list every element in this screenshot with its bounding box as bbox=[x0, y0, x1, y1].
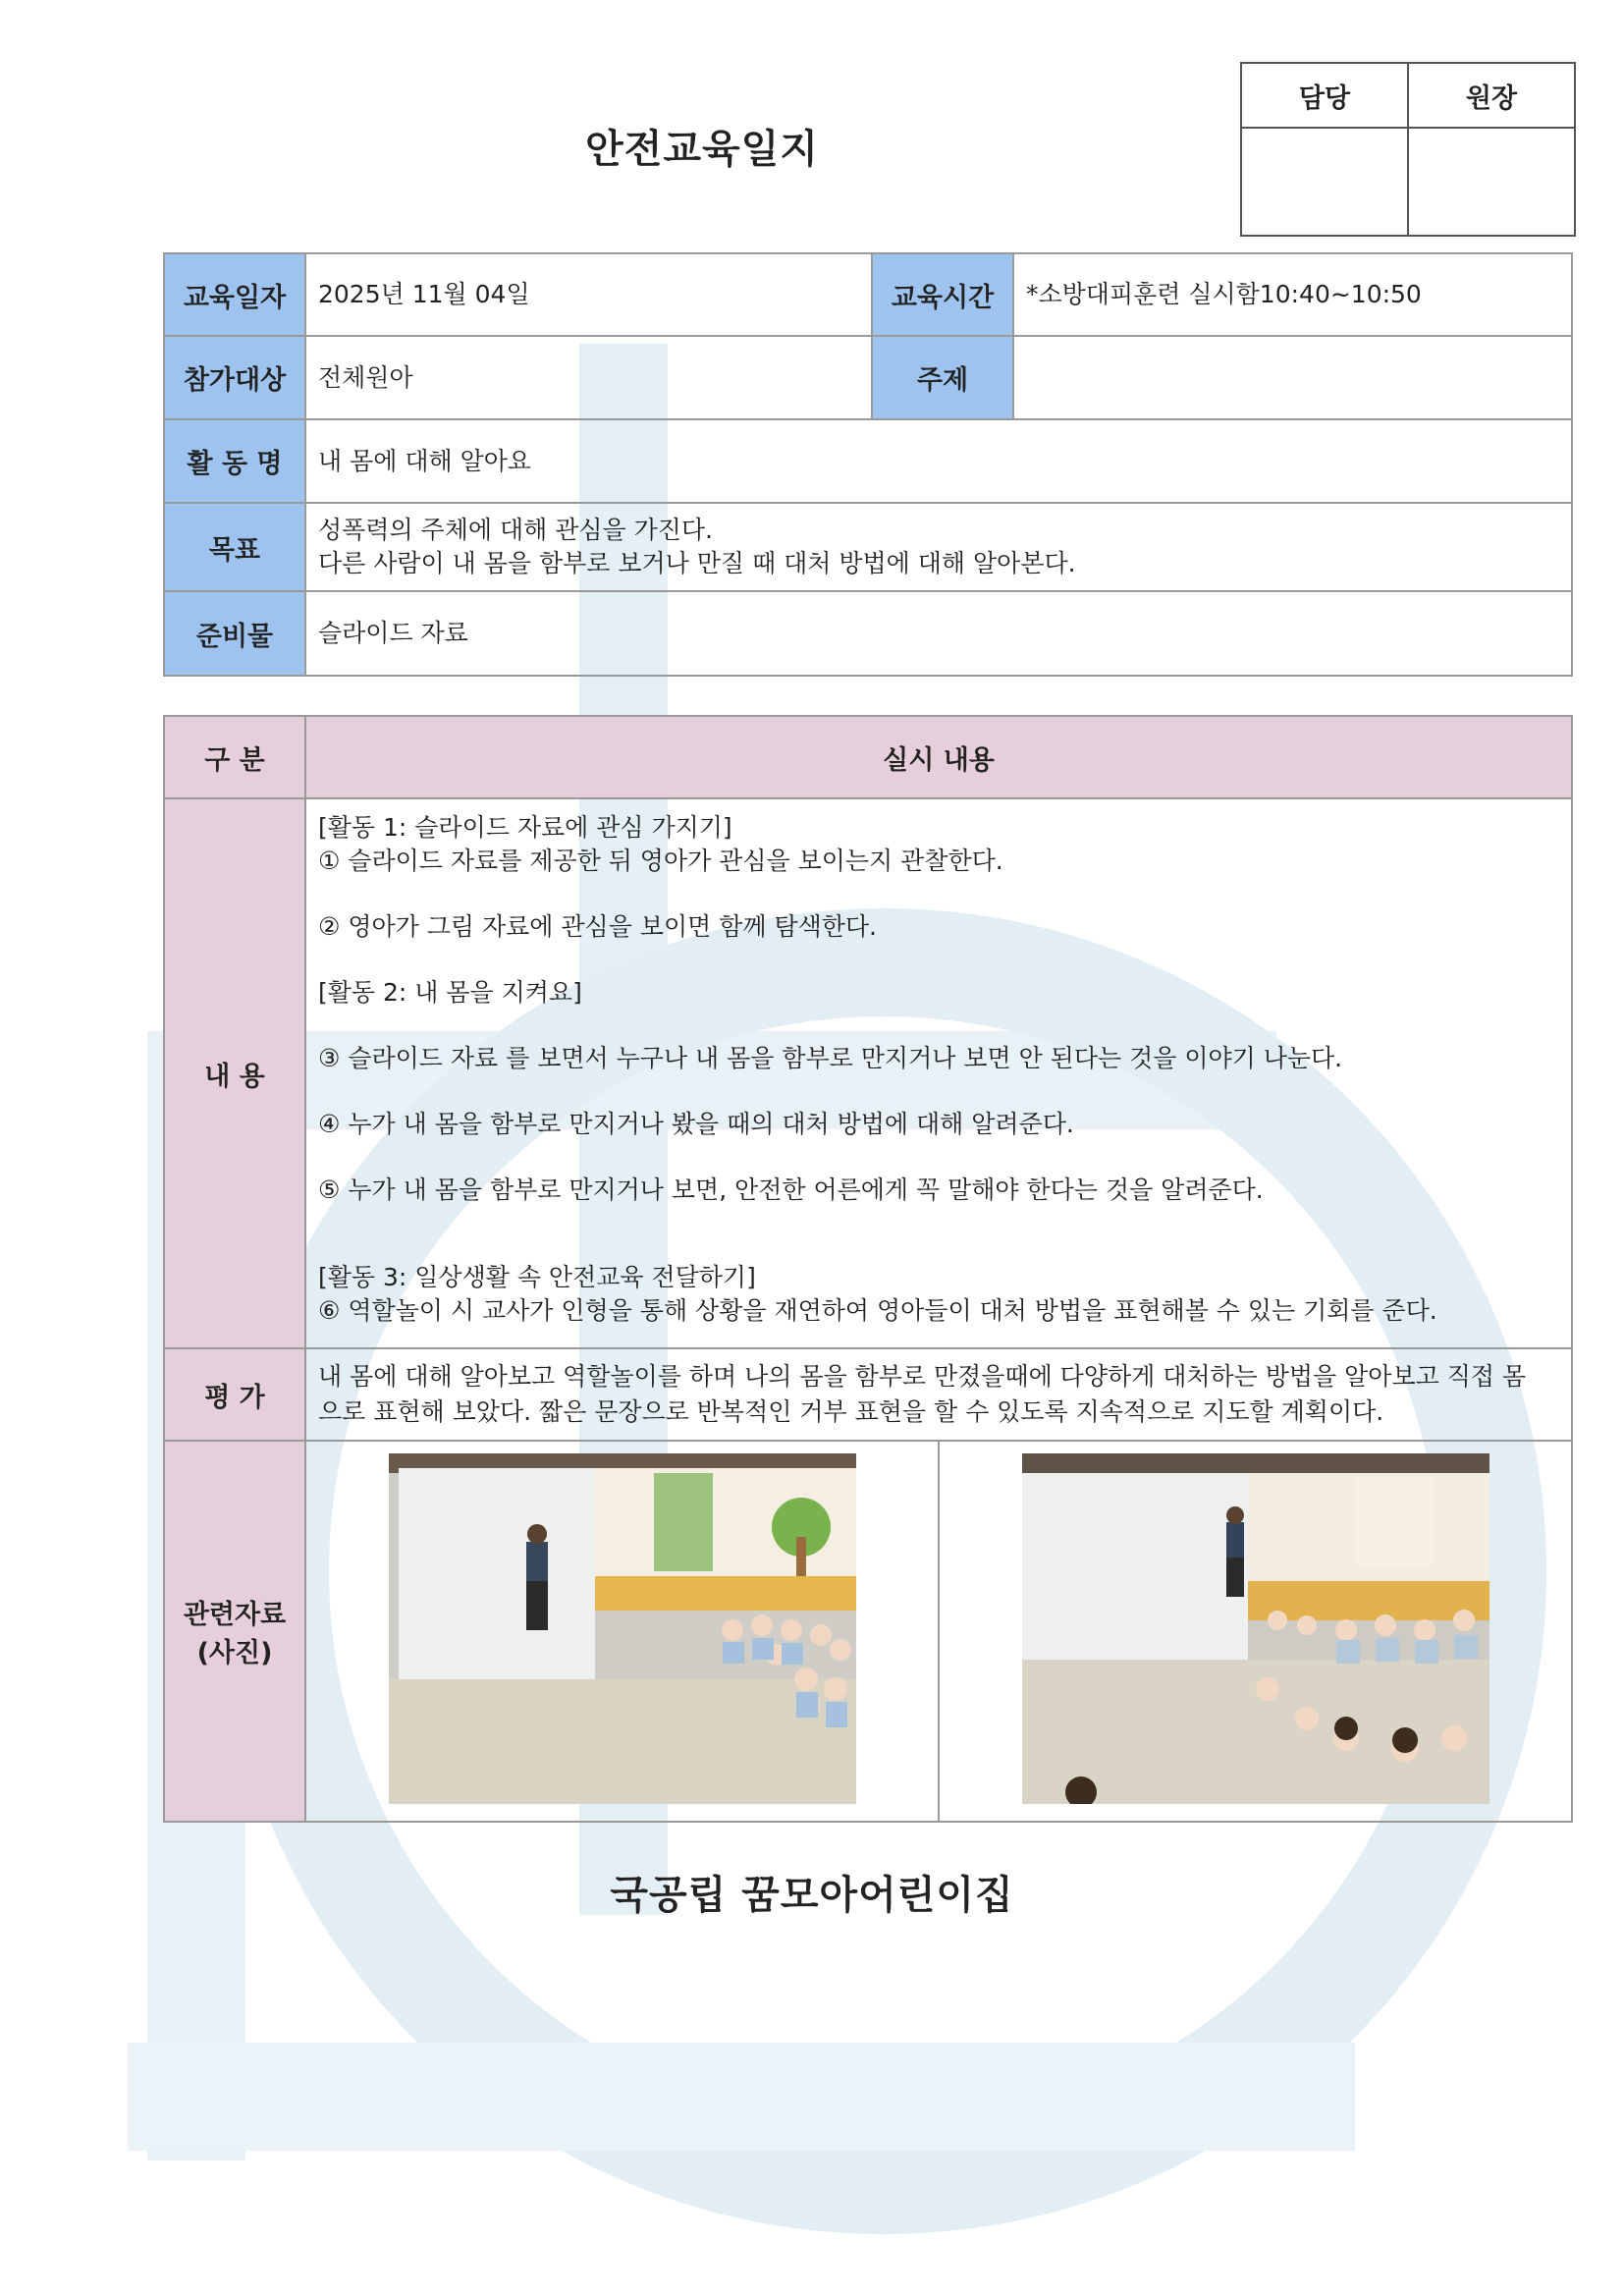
photo-label-line: (사진) bbox=[196, 1638, 273, 1668]
photo-cell-2 bbox=[939, 1441, 1572, 1822]
activity-label: 활 동 명 bbox=[164, 419, 305, 503]
content-line: [활동 3: 일상생활 속 안전교육 전달하기] bbox=[318, 1263, 756, 1291]
materials-label: 준비물 bbox=[164, 591, 305, 676]
photo-label-line: 관련자료 bbox=[183, 1600, 287, 1630]
main-table bbox=[163, 715, 1573, 1823]
target-label: 참가대상 bbox=[164, 336, 305, 419]
column-header-content: 실시 내용 bbox=[305, 716, 1572, 798]
approval-sign-manager bbox=[1241, 128, 1408, 236]
photo-label bbox=[164, 1441, 305, 1822]
content-line: [활동 2: 내 몸을 지켜요] bbox=[318, 978, 582, 1007]
content-line: [활동 1: 슬라이드 자료에 관심 가지기] bbox=[318, 813, 732, 842]
time-label: 교육시간 bbox=[872, 253, 1013, 336]
content-line: ⑤ 누가 내 몸을 함부로 만지거나 보면, 안전한 어른에게 꼭 말해야 한다는 것을 알려준다. bbox=[318, 1175, 1264, 1204]
content-line: ⑥ 역할놀이 시 교사가 인형을 통해 상황을 재연하여 영아들이 대처 방법을 표현해볼 수 있는 기회를 준다. bbox=[318, 1296, 1437, 1325]
eval-label: 평 가 bbox=[164, 1348, 305, 1441]
content-line: ① 슬라이드 자료를 제공한 뒤 영아가 관심을 보이는지 관찰한다. bbox=[318, 847, 1003, 875]
classroom-photo-1 bbox=[389, 1453, 856, 1804]
goal-line: 다른 사람이 내 몸을 함부로 보거나 만질 때 대처 방법에 대해 알아본다. bbox=[318, 549, 1076, 577]
eval-line: 으로 표현해 보았다. 짧은 문장으로 반복적인 거부 표현을 할 수 있도록 지속적으로 지도할 계획이다. bbox=[318, 1397, 1384, 1426]
photo-cell-1 bbox=[305, 1441, 939, 1822]
approval-label-manager: 담당 bbox=[1241, 63, 1408, 128]
classroom-photo-2 bbox=[1022, 1453, 1489, 1804]
topic-label: 주제 bbox=[872, 336, 1013, 419]
goal-line: 성폭력의 주체에 대해 관심을 가진다. bbox=[318, 516, 713, 544]
goal-label: 목표 bbox=[164, 503, 305, 591]
institution-name: 국공립 꿈모아어린이집 bbox=[610, 1873, 1014, 1918]
goal-value bbox=[305, 503, 1572, 591]
eval-line: 내 몸에 대해 알아보고 역할놀이를 하며 나의 몸을 함부로 만졌을때에 다양하게 대처하는 방법을 알아보고 직접 몸 bbox=[318, 1362, 1527, 1391]
eval-body bbox=[305, 1348, 1572, 1441]
content-label: 내 용 bbox=[164, 798, 305, 1348]
topic-value bbox=[1013, 336, 1572, 419]
content-line: ② 영아가 그림 자료에 관심을 보이면 함께 탐색한다. bbox=[318, 912, 877, 941]
approval-sign-director bbox=[1408, 128, 1575, 236]
content-body bbox=[305, 798, 1572, 1348]
date-value: 2025년 11월 04일 bbox=[305, 253, 872, 336]
activity-value: 내 몸에 대해 알아요 bbox=[305, 419, 1572, 503]
approval-label-director: 원장 bbox=[1408, 63, 1575, 128]
column-header-category: 구 분 bbox=[164, 716, 305, 798]
date-label: 교육일자 bbox=[164, 253, 305, 336]
time-value: *소방대피훈련 실시함10:40~10:50 bbox=[1013, 253, 1572, 336]
info-table bbox=[163, 252, 1573, 677]
approval-box bbox=[1240, 62, 1576, 237]
document-title: 안전교육일지 bbox=[585, 127, 819, 172]
content-line: ④ 누가 내 몸을 함부로 만지거나 봤을 때의 대처 방법에 대해 알려준다. bbox=[318, 1110, 1074, 1138]
content-line: ③ 슬라이드 자료 를 보면서 누구나 내 몸을 함부로 만지거나 보면 안 된다는 것을 이야기 나눈다. bbox=[318, 1044, 1343, 1072]
target-value: 전체원아 bbox=[305, 336, 872, 419]
materials-value: 슬라이드 자료 bbox=[305, 591, 1572, 676]
